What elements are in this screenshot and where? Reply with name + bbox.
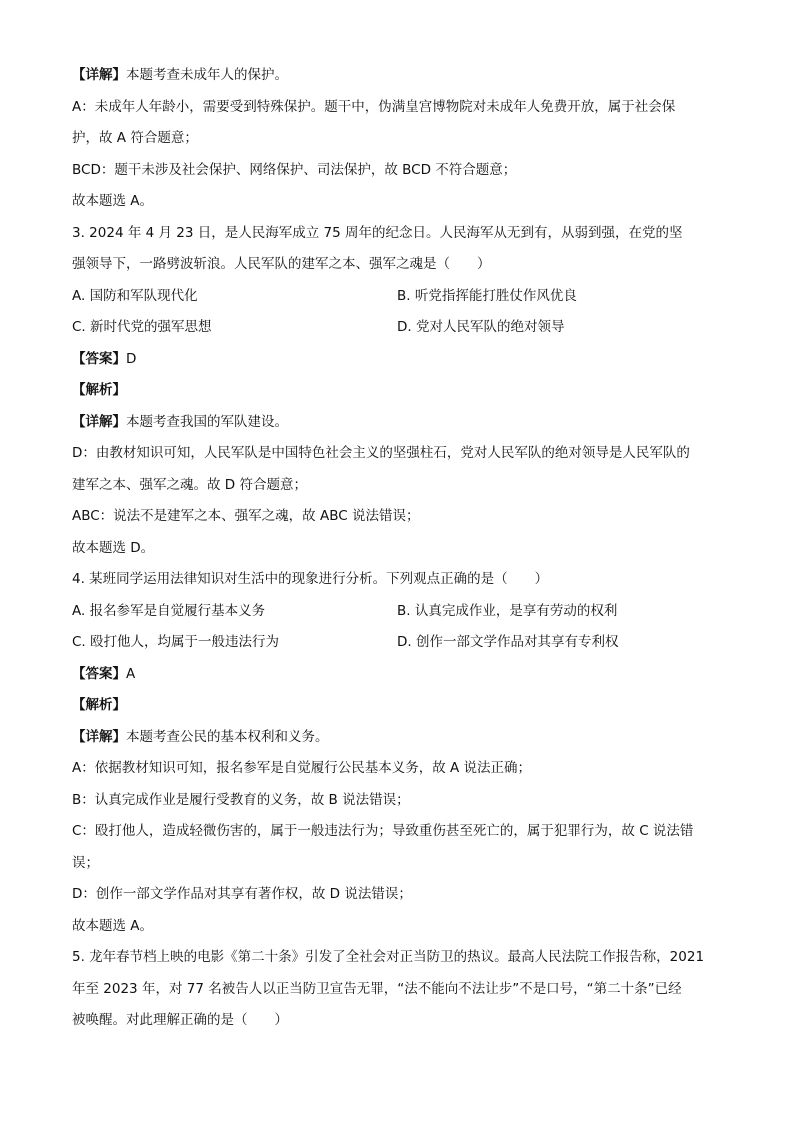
q4-conclusion: 故本题选 A。 [72, 918, 154, 934]
q4-stem: 4. 某班同学运用法律知识对生活中的现象进行分析。下列观点正确的是（ ） [72, 571, 549, 587]
q3-option-b: B. 听党指挥能打胜仗作风优良 [397, 288, 577, 304]
q4-option-b: B. 认真完成作业，是享有劳动的权利 [397, 603, 618, 619]
q2-conclusion: 故本题选 A。 [72, 193, 154, 209]
q4-option-c: C. 殴打他人，均属于一般违法行为 [72, 634, 280, 650]
q5-stem-line-3: 被唤醒。对此理解正确的是（ ） [72, 1012, 288, 1028]
q4-answer-value: A [126, 666, 136, 682]
detail-tag: 【详解】 [72, 729, 126, 745]
q3-stem-line-1: 3. 2024 年 4 月 23 日，是人民海军成立 75 周年的纪念日。人民海军从无到有，从弱到强，在党的坚 [72, 225, 683, 241]
q3-explanation-d-line-2: 建军之本、强军之魂。故 D 符合题意； [72, 477, 307, 493]
q4-explanation-c-line-2: 误； [72, 855, 99, 871]
q5-stem-line-2: 年至 2023 年，对 77 名被告人以正当防卫宣告无罪，“法不能向不法让步”不是口号，“第二十条”已经 [72, 981, 682, 997]
q3-answer-value: D [126, 351, 137, 367]
q4-explanation-c-line-1: C：殴打他人，造成轻微伤害的，属于一般违法行为；导致重伤甚至死亡的，属于犯罪行为，故 C 说法错 [72, 823, 694, 839]
q4-explanation-d: D：创作一部文学作品对其享有著作权，故 D 说法错误； [72, 886, 412, 902]
q4-explanation-a: A：依据教材知识可知，报名参军是自觉履行公民基本义务，故 A 说法正确； [72, 760, 532, 776]
answer-tag: 【答案】 [72, 351, 126, 367]
q3-option-a: A. 国防和军队现代化 [72, 288, 198, 304]
detail-tag: 【详解】 [72, 414, 126, 430]
q2-explanation-a-line-2: 护，故 A 符合题意； [72, 130, 198, 146]
q3-stem-line-2: 强领导下，一路劈波斩浪。人民军队的建军之本、强军之魂是（ ） [72, 256, 491, 272]
analysis-tag: 【解析】 [72, 697, 126, 713]
q4-option-d: D. 创作一部文学作品对其享有专利权 [397, 634, 619, 650]
answer-tag: 【答案】 [72, 666, 126, 682]
q3-explanation-abc: ABC：说法不是建军之本、强军之魂，故 ABC 说法错误； [72, 508, 420, 524]
q4-option-a: A. 报名参军是自觉履行基本义务 [72, 603, 266, 619]
q4-answer [72, 664, 135, 684]
q3-answer [72, 349, 136, 369]
q3-option-d: D. 党对人民军队的绝对领导 [397, 319, 565, 335]
q4-analysis-heading [72, 695, 126, 715]
q2-detail-line: 【详解】本题考查未成年人的保护。 [72, 67, 288, 83]
analysis-tag: 【解析】 [72, 382, 126, 398]
q3-option-c: C. 新时代党的强军思想 [72, 319, 212, 335]
q3-conclusion: 故本题选 D。 [72, 540, 155, 556]
q4-explanation-b: B：认真完成作业是履行受教育的义务，故 B 说法错误； [72, 792, 410, 808]
q3-detail-line: 【详解】本题考查我国的军队建设。 [72, 414, 288, 430]
q3-analysis-heading [72, 380, 126, 400]
q2-explanation-bcd: BCD：题干未涉及社会保护、网络保护、司法保护，故 BCD 不符合题意； [72, 162, 517, 178]
q4-detail-line: 【详解】本题考查公民的基本权利和义务。 [72, 729, 329, 745]
q5-stem-line-1: 5. 龙年春节档上映的电影《第二十条》引发了全社会对正当防卫的热议。最高人民法院工作报告称，2021 [72, 949, 705, 965]
q3-explanation-d-line-1: D：由教材知识可知，人民军队是中国特色社会主义的坚强柱石，党对人民军队的绝对领导是人民军队的 [72, 445, 690, 461]
detail-tag: 【详解】 [72, 67, 126, 83]
q2-explanation-a-line-1: A：未成年人年龄小，需要受到特殊保护。题干中，伪满皇宫博物院对未成年人免费开放，属于社会保 [72, 99, 676, 115]
